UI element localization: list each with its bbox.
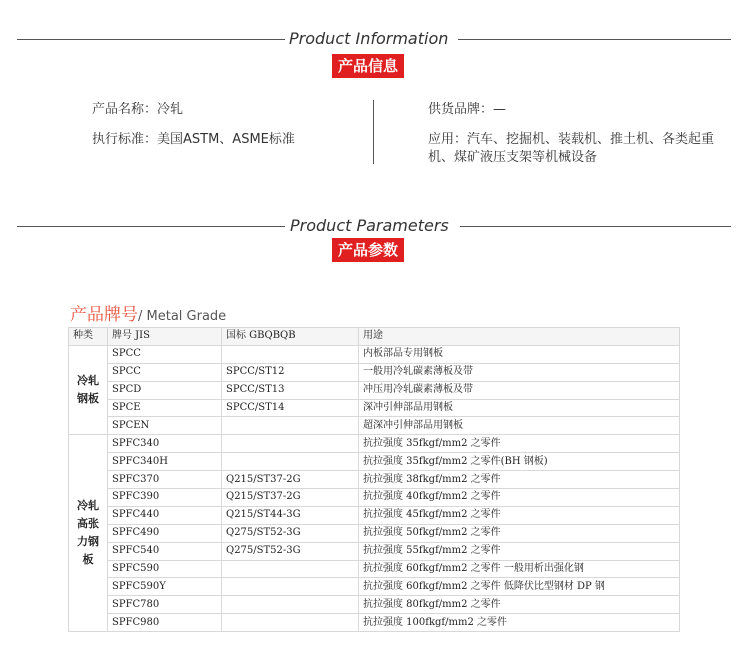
table-row	[69, 614, 680, 632]
grade-gb-cell: SPCC/ST14	[222, 399, 359, 417]
table-row	[69, 506, 680, 524]
usage-cell: 内板部品专用钢板	[359, 345, 680, 363]
column-header: 牌号 JIS	[108, 328, 222, 346]
usage-cell: 抗拉强度 80fkgf/mm2 之零件	[359, 596, 680, 614]
table-row	[69, 453, 680, 471]
grade-jis-cell: SPCD	[108, 381, 222, 399]
grade-jis-cell: SPFC390	[108, 489, 222, 507]
product-params-title-zh: 产品参数	[332, 238, 404, 262]
grade-gb-cell: Q215/ST37-2G	[222, 489, 359, 507]
grade-gb-cell	[222, 614, 359, 632]
grade-gb-cell	[222, 417, 359, 435]
supply-brand: 供货品牌：—	[428, 102, 507, 117]
usage-cell: 抗拉强度 35fkgf/mm2 之零件	[359, 435, 680, 453]
table-row	[69, 471, 680, 489]
application: 应用：汽车、挖掘机、装载机、推土机、各类起重机、煤矿液压支架等机械设备	[428, 132, 715, 165]
grade-jis-cell: SPFC590Y	[108, 578, 222, 596]
usage-cell: 抗拉强度 55fkgf/mm2 之零件	[359, 542, 680, 560]
table-row	[69, 560, 680, 578]
grade-gb-cell	[222, 578, 359, 596]
category-cell: 冷轧钢板	[69, 345, 108, 434]
grade-jis-cell: SPFC540	[108, 542, 222, 560]
grade-jis-cell: SPFC980	[108, 614, 222, 632]
table-row	[69, 524, 680, 542]
grade-jis-cell: SPFC340H	[108, 453, 222, 471]
column-header: 种类	[69, 328, 108, 346]
usage-cell: 抗拉强度 45fkgf/mm2 之零件	[359, 506, 680, 524]
grade-gb-cell: Q275/ST52-3G	[222, 524, 359, 542]
usage-cell: 一般用冷轧碳素薄板及带	[359, 363, 680, 381]
table-row	[69, 489, 680, 507]
grade-jis-cell: SPCC	[108, 363, 222, 381]
grade-gb-cell	[222, 596, 359, 614]
product-name: 产品名称：冷轧	[92, 102, 184, 117]
table-row	[69, 417, 680, 435]
usage-cell: 抗拉强度 100fkgf/mm2 之零件	[359, 614, 680, 632]
metal-grade-heading	[70, 300, 226, 325]
usage-cell: 超深冲引伸部品用钢板	[359, 417, 680, 435]
usage-cell: 抗拉强度 40fkgf/mm2 之零件	[359, 489, 680, 507]
table-row	[69, 542, 680, 560]
section-divider-left	[17, 39, 285, 40]
column-header: 用途	[359, 328, 680, 346]
grade-jis-cell: SPFC590	[108, 560, 222, 578]
column-header: 国标 GBQBQB	[222, 328, 359, 346]
grade-gb-cell	[222, 435, 359, 453]
grade-jis-cell: SPFC780	[108, 596, 222, 614]
metal-grade-heading-en: / Metal Grade	[138, 309, 227, 324]
grade-gb-cell	[222, 453, 359, 471]
execution-standard: 执行标准：美国ASTM、ASME标准	[92, 132, 295, 147]
product-info-title-zh: 产品信息	[332, 54, 404, 78]
product-params-title-en: Product Parameters	[290, 216, 449, 235]
grade-gb-cell: SPCC/ST12	[222, 363, 359, 381]
metal-grade-table	[68, 327, 680, 632]
usage-cell: 冲压用冷轧碳素薄板及带	[359, 381, 680, 399]
grade-gb-cell: SPCC/ST13	[222, 381, 359, 399]
section-divider-right	[458, 39, 731, 40]
section-divider-right	[460, 226, 731, 227]
usage-cell: 抗拉强度 35fkgf/mm2 之零件(BH 钢板)	[359, 453, 680, 471]
grade-jis-cell: SPCE	[108, 399, 222, 417]
grade-jis-cell: SPFC490	[108, 524, 222, 542]
grade-gb-cell: Q275/ST52-3G	[222, 542, 359, 560]
grade-jis-cell: SPCEN	[108, 417, 222, 435]
usage-cell: 抗拉强度 60fkgf/mm2 之零件 一般用析出强化钢	[359, 560, 680, 578]
product-info-title-en: Product Information	[289, 29, 449, 48]
grade-jis-cell: SPFC340	[108, 435, 222, 453]
grade-jis-cell: SPFC440	[108, 506, 222, 524]
table-row	[69, 345, 680, 363]
grade-jis-cell: SPCC	[108, 345, 222, 363]
usage-cell: 抗拉强度 50fkgf/mm2 之零件	[359, 524, 680, 542]
table-header-row	[69, 328, 680, 346]
grade-gb-cell: Q215/ST37-2G	[222, 471, 359, 489]
grade-gb-cell	[222, 560, 359, 578]
table-row	[69, 399, 680, 417]
section-divider-left	[17, 226, 285, 227]
usage-cell: 深冲引伸部品用钢板	[359, 399, 680, 417]
grade-jis-cell: SPFC370	[108, 471, 222, 489]
metal-grade-heading-zh: 产品牌号	[70, 305, 138, 325]
category-cell: 冷轧高张力钢板	[69, 435, 108, 632]
table-row	[69, 363, 680, 381]
grade-gb-cell: Q215/ST44-3G	[222, 506, 359, 524]
info-vertical-divider	[373, 100, 374, 164]
grade-gb-cell	[222, 345, 359, 363]
usage-cell: 抗拉强度 38fkgf/mm2 之零件	[359, 471, 680, 489]
usage-cell: 抗拉强度 60fkgf/mm2 之零件 低降伏比型钢材 DP 钢	[359, 578, 680, 596]
table-row	[69, 596, 680, 614]
table-row	[69, 435, 680, 453]
table-row	[69, 381, 680, 399]
table-row	[69, 578, 680, 596]
